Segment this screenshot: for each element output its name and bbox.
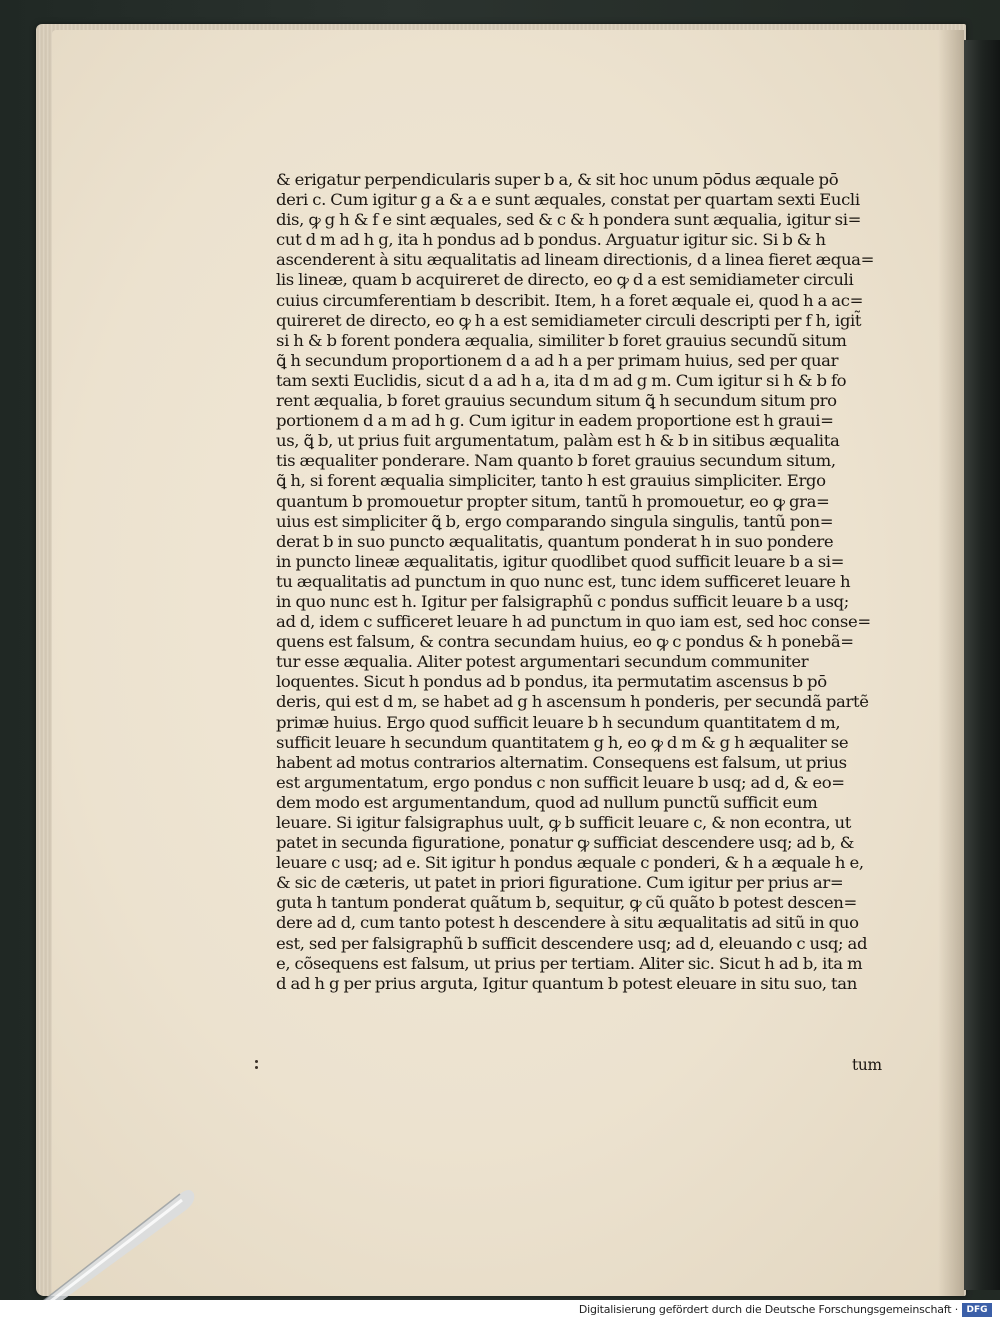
text-line: dere ad d, cum tanto potest h descendere à situ æqualitatis ad sitũ in quo bbox=[276, 914, 859, 933]
text-line: in quo nunc est h. Igitur per falsigraphũ c pondus sufficit leuare b a usq; bbox=[276, 592, 849, 611]
text-line: lis lineæ, quam b acquireret de directo, eo ꝙ d a est semidiameter circuli bbox=[276, 271, 854, 290]
text-line: e, cõsequens est falsum, ut prius per tertiam. Aliter sic. Sicut h ad b, ita m bbox=[276, 954, 863, 973]
text-line: in puncto lineæ æqualitatis, igitur quodlibet quod sufficit leuare b a si= bbox=[276, 552, 845, 571]
text-line: tur esse æqualia. Aliter potest argumentari secundum communiter bbox=[276, 653, 809, 672]
text-line: habent ad motus contrarios alternatim. Consequens est falsum, ut prius bbox=[276, 753, 847, 772]
text-line: quantum b promouetur propter situm, tantũ h promouetur, eo ꝙ gra= bbox=[276, 492, 830, 511]
text-line: est argumentatum, ergo pondus c non sufficit leuare b usq; ad d, & eo= bbox=[276, 773, 845, 792]
text-line: dem modo est argumentandum, quod ad nullum punctũ sufficit eum bbox=[276, 793, 818, 812]
text-line: sufficit leuare h secundum quantitatem g h, eo ꝙ d m & g h æqualiter se bbox=[276, 733, 849, 752]
text-line: ꝗ̃ h, si forent æqualia simpliciter, tanto h est grauius simpliciter. Ergo bbox=[276, 472, 826, 491]
text-line: dis, ꝙ g h & f e sint æquales, sed & c & h pondera sunt æqualia, igitur si= bbox=[276, 211, 862, 230]
text-line: patet in secunda figuratione, ponatur ꝙ sufficiat descendere usq; ad b, & bbox=[276, 834, 855, 853]
catchword: tum bbox=[852, 1056, 882, 1074]
text-line: tis æqualiter ponderare. Nam quanto b foret grauius secundum situm, bbox=[276, 452, 836, 471]
text-line: ascenderent à situ æqualitatis ad lineam directionis, d a linea fieret æqua= bbox=[276, 251, 875, 270]
text-line: deri c. Cum igitur g a & a e sunt æquales, constat per quartam sexti Eucli bbox=[276, 191, 860, 210]
text-line: deris, qui est d m, se habet ad g h ascensum h ponderis, per secundã partẽ bbox=[276, 693, 869, 712]
text-line: quireret de directo, eo ꝙ h a est semidiameter circuli descripti per f h, igit̃ bbox=[276, 311, 862, 330]
text-line: cut d m ad h g, ita h pondus ad b pondus. Arguatur igitur sic. Si b & h bbox=[276, 231, 826, 250]
text-line: & erigatur perpendicularis super b a, & sit hoc unum pōdus æquale pō bbox=[276, 171, 839, 189]
text-line: est, sed per falsigraphũ b sufficit descendere usq; ad d, eleuando c usq; ad bbox=[276, 934, 868, 953]
footer-bar bbox=[0, 1300, 1000, 1320]
text-line: primæ huius. Ergo quod sufficit leuare b h secundum quantitatem d m, bbox=[276, 713, 841, 732]
dfg-logo: DFG bbox=[962, 1303, 992, 1317]
text-line: ad d, idem c sufficeret leuare h ad punctum in quo iam est, sed hoc conse= bbox=[276, 613, 871, 632]
text-line: portionem d a m ad h g. Cum igitur in eadem proportione est h graui= bbox=[276, 412, 834, 431]
margin-mark bbox=[255, 1060, 260, 1069]
text-line: loquentes. Sicut h pondus ad b pondus, ita permutatim ascensus b pō bbox=[276, 673, 827, 692]
text-line: tu æqualitatis ad punctum in quo nunc est, tunc idem sufficeret leuare h bbox=[276, 572, 851, 591]
text-line: & sic de cæteris, ut patet in priori figuratione. Cum igitur per prius ar= bbox=[276, 874, 844, 893]
text-line: d ad h g per prius arguta, Igitur quantum b potest eleuare in situ suo, tan bbox=[276, 974, 857, 993]
text-line: quens est falsum, & contra secundam huius, eo ꝙ c pondus & h ponebã= bbox=[276, 633, 854, 652]
text-line: uius est simpliciter ꝗ̃ b, ergo comparando singula singulis, tantũ pon= bbox=[276, 512, 834, 531]
text-line: si h & b forent pondera æqualia, similiter b foret grauius secundũ situm bbox=[276, 331, 847, 350]
text-line: derat b in suo puncto æqualitatis, quantum ponderat h in suo pondere bbox=[276, 532, 834, 551]
text-line: guta h tantum ponderat quãtum b, sequitur, ꝙ cũ quãto b potest descen= bbox=[276, 894, 857, 913]
page-marker-strip bbox=[30, 1180, 200, 1300]
text-line: leuare. Si igitur falsigraphus uult, ꝙ b sufficit leuare c, & non econtra, ut bbox=[276, 814, 852, 832]
body-text bbox=[276, 170, 950, 994]
book-binding bbox=[964, 40, 1000, 1290]
text-line: tam sexti Euclidis, sicut d a ad h a, ita d m ad g m. Cum igitur si h & b fo bbox=[276, 371, 847, 390]
text-line: rent æqualia, b foret grauius secundum situm ꝗ̃ h secundum situm pro bbox=[276, 392, 837, 411]
funding-credit: Digitalisierung gefördert durch die Deutsche Forschungsgemeinschaft · bbox=[578, 1303, 958, 1316]
text-line: ꝗ̃ h secundum proportionem d a ad h a per primam huius, sed per quar bbox=[276, 351, 839, 370]
text-line: us, ꝗ̃ b, ut prius fuit argumentatum, palàm est h & b in sitibus æqualita bbox=[276, 432, 840, 451]
text-line: leuare c usq; ad e. Sit igitur h pondus æquale c ponderi, & h a æquale h e, bbox=[276, 854, 864, 873]
text-line: cuius circumferentiam b describit. Item, h a foret æquale ei, quod h a ac= bbox=[276, 291, 863, 310]
